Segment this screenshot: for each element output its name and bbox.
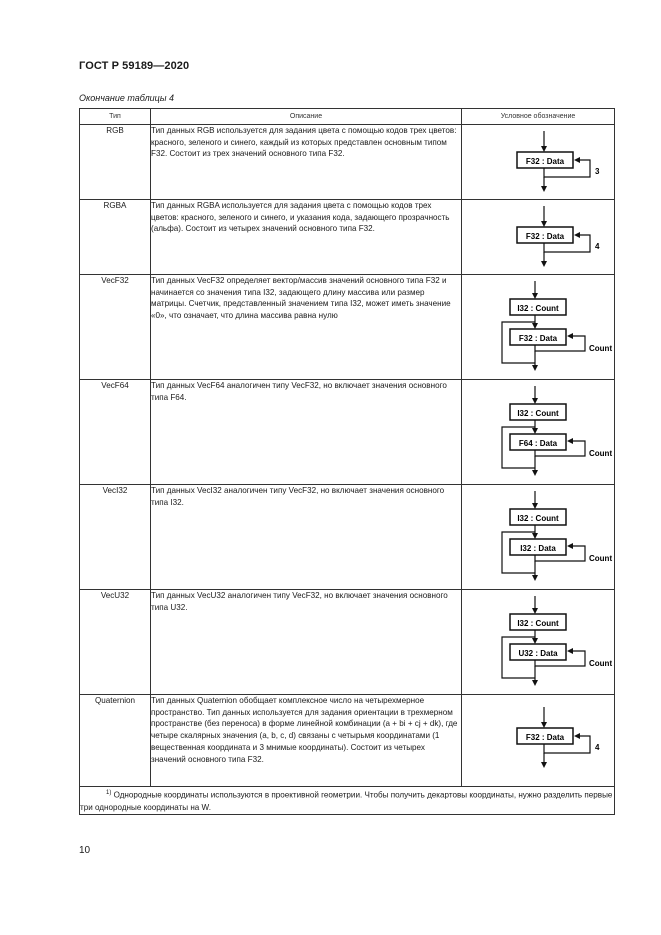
symbol-cell bbox=[462, 200, 615, 275]
description-cell: Тип данных VecU32 аналогичен типу VecF32, но включает значения основного типа U32. bbox=[151, 590, 462, 695]
table-row bbox=[80, 125, 615, 200]
symbol-cell bbox=[462, 485, 615, 590]
arrowhead-icon bbox=[532, 470, 538, 476]
arrowhead-icon bbox=[574, 232, 580, 238]
symbol-diagram bbox=[462, 125, 615, 200]
arrowhead-icon bbox=[541, 186, 547, 192]
table-row bbox=[80, 275, 615, 380]
symbol-diagram bbox=[462, 590, 615, 695]
type-cell: VecF64 bbox=[80, 380, 151, 485]
type-cell: VecI32 bbox=[80, 485, 151, 590]
arrowhead-icon bbox=[567, 333, 573, 339]
arrowhead-icon bbox=[574, 733, 580, 739]
description-cell: Тип данных VecI32 аналогичен типу VecF32, но включает значения основного типа I32. bbox=[151, 485, 462, 590]
symbol-cell bbox=[462, 695, 615, 787]
arrowhead-icon bbox=[532, 638, 538, 644]
symbol-diagram bbox=[462, 695, 615, 787]
footnote-text: Однородные координаты используются в проективной геометрии. Чтобы получить декартовы координаты, нужно разделить первые три однородные координаты на W. bbox=[80, 790, 613, 812]
footnote-marker: 1) bbox=[106, 790, 112, 796]
symbol-cell bbox=[462, 380, 615, 485]
repeat-count-label: 4 bbox=[595, 242, 600, 251]
description-cell: Тип данных Quaternion обобщает комплексное число на четырехмерное пространство. Тип данных используется для задания ориентации в трехмерном пространстве (без переноса) в форме линейной комбинации (a + bi + cj + dk), где четыре скалярных значения (a, b, c, d) связаны с четырьмя координатами (1 вещественная координата и 3 мнимые координаты). Состоит из четырех значений основного типа F32. bbox=[151, 695, 462, 787]
count-label: Count bbox=[589, 449, 613, 458]
table-row bbox=[80, 485, 615, 590]
arrowhead-icon bbox=[532, 323, 538, 329]
count-label: Count bbox=[589, 344, 613, 353]
table-row bbox=[80, 590, 615, 695]
table-caption: Окончание таблицы 4 bbox=[79, 93, 174, 103]
data-box-label: F32 : Data bbox=[518, 334, 558, 343]
arrowhead-icon bbox=[532, 398, 538, 404]
description-cell: Тип данных VecF64 аналогичен типу VecF32, но включает значения основного типа F64. bbox=[151, 380, 462, 485]
arrowhead-icon bbox=[567, 648, 573, 654]
arrowhead-icon bbox=[541, 146, 547, 152]
arrowhead-icon bbox=[532, 575, 538, 581]
footnote-cell bbox=[80, 787, 615, 815]
arrowhead-icon bbox=[567, 438, 573, 444]
data-box-label: F32 : Data bbox=[525, 733, 565, 742]
data-box-label: U32 : Data bbox=[518, 649, 558, 658]
symbol-diagram bbox=[462, 380, 615, 485]
column-header-type: Тип bbox=[80, 109, 151, 125]
arrowhead-icon bbox=[532, 293, 538, 299]
data-box-label: F32 : Data bbox=[525, 157, 565, 166]
arrowhead-icon bbox=[532, 533, 538, 539]
arrowhead-icon bbox=[532, 608, 538, 614]
arrowhead-icon bbox=[574, 157, 580, 163]
data-box-label: I32 : Data bbox=[520, 544, 556, 553]
page-number: 10 bbox=[79, 845, 91, 856]
table-header-row bbox=[80, 109, 615, 125]
arrowhead-icon bbox=[532, 365, 538, 371]
data-box-label: F32 : Data bbox=[525, 232, 565, 241]
count-label: Count bbox=[589, 554, 613, 563]
count-box-label: I32 : Count bbox=[517, 514, 559, 523]
arrowhead-icon bbox=[541, 762, 547, 768]
count-box-label: I32 : Count bbox=[517, 409, 559, 418]
symbol-diagram bbox=[462, 200, 615, 275]
arrowhead-icon bbox=[532, 428, 538, 434]
type-cell: VecF32 bbox=[80, 275, 151, 380]
repeat-count-label: 4 bbox=[595, 743, 600, 752]
repeat-count-label: 3 bbox=[595, 167, 600, 176]
column-header-symbol: Условное обозначение bbox=[462, 109, 615, 125]
arrowhead-icon bbox=[532, 680, 538, 686]
description-cell: Тип данных RGB используется для задания цвета с помощью кодов трех цветов: красного, зеленого и синего, каждый из которых представлен основным типом F32. Состоит из трех значений основного типа F32. bbox=[151, 125, 462, 200]
arrowhead-icon bbox=[541, 722, 547, 728]
footnote-row bbox=[80, 787, 615, 815]
types-table bbox=[79, 108, 615, 815]
arrowhead-icon bbox=[541, 221, 547, 227]
type-cell: VecU32 bbox=[80, 590, 151, 695]
symbol-cell bbox=[462, 275, 615, 380]
count-label: Count bbox=[589, 659, 613, 668]
type-cell: Quaternion bbox=[80, 695, 151, 787]
type-cell: RGBA bbox=[80, 200, 151, 275]
document-header: ГОСТ Р 59189—2020 bbox=[79, 60, 190, 72]
symbol-cell bbox=[462, 590, 615, 695]
symbol-diagram bbox=[462, 275, 615, 380]
symbol-diagram bbox=[462, 485, 615, 590]
symbol-cell bbox=[462, 125, 615, 200]
column-header-description: Описание bbox=[151, 109, 462, 125]
description-cell: Тип данных VecF32 определяет вектор/массив значений основного типа F32 и начинается со значения типа I32, задающего длину массива или размер матрицы. Счетчик, представленный значением типа I32, может иметь значение «0», что означает, что длина массива равна нулю bbox=[151, 275, 462, 380]
count-box-label: I32 : Count bbox=[517, 619, 559, 628]
table-row bbox=[80, 695, 615, 787]
arrowhead-icon bbox=[567, 543, 573, 549]
data-box-label: F64 : Data bbox=[518, 439, 558, 448]
count-box-label: I32 : Count bbox=[517, 304, 559, 313]
type-cell: RGB bbox=[80, 125, 151, 200]
arrowhead-icon bbox=[541, 261, 547, 267]
table-row bbox=[80, 200, 615, 275]
arrowhead-icon bbox=[532, 503, 538, 509]
table-row bbox=[80, 380, 615, 485]
description-cell: Тип данных RGBA используется для задания цвета с помощью кодов трех цветов: красного, зеленого и синего, и указания кода, задающего прозрачность (альфа). Состоит из четырех значений основного типа F32. bbox=[151, 200, 462, 275]
